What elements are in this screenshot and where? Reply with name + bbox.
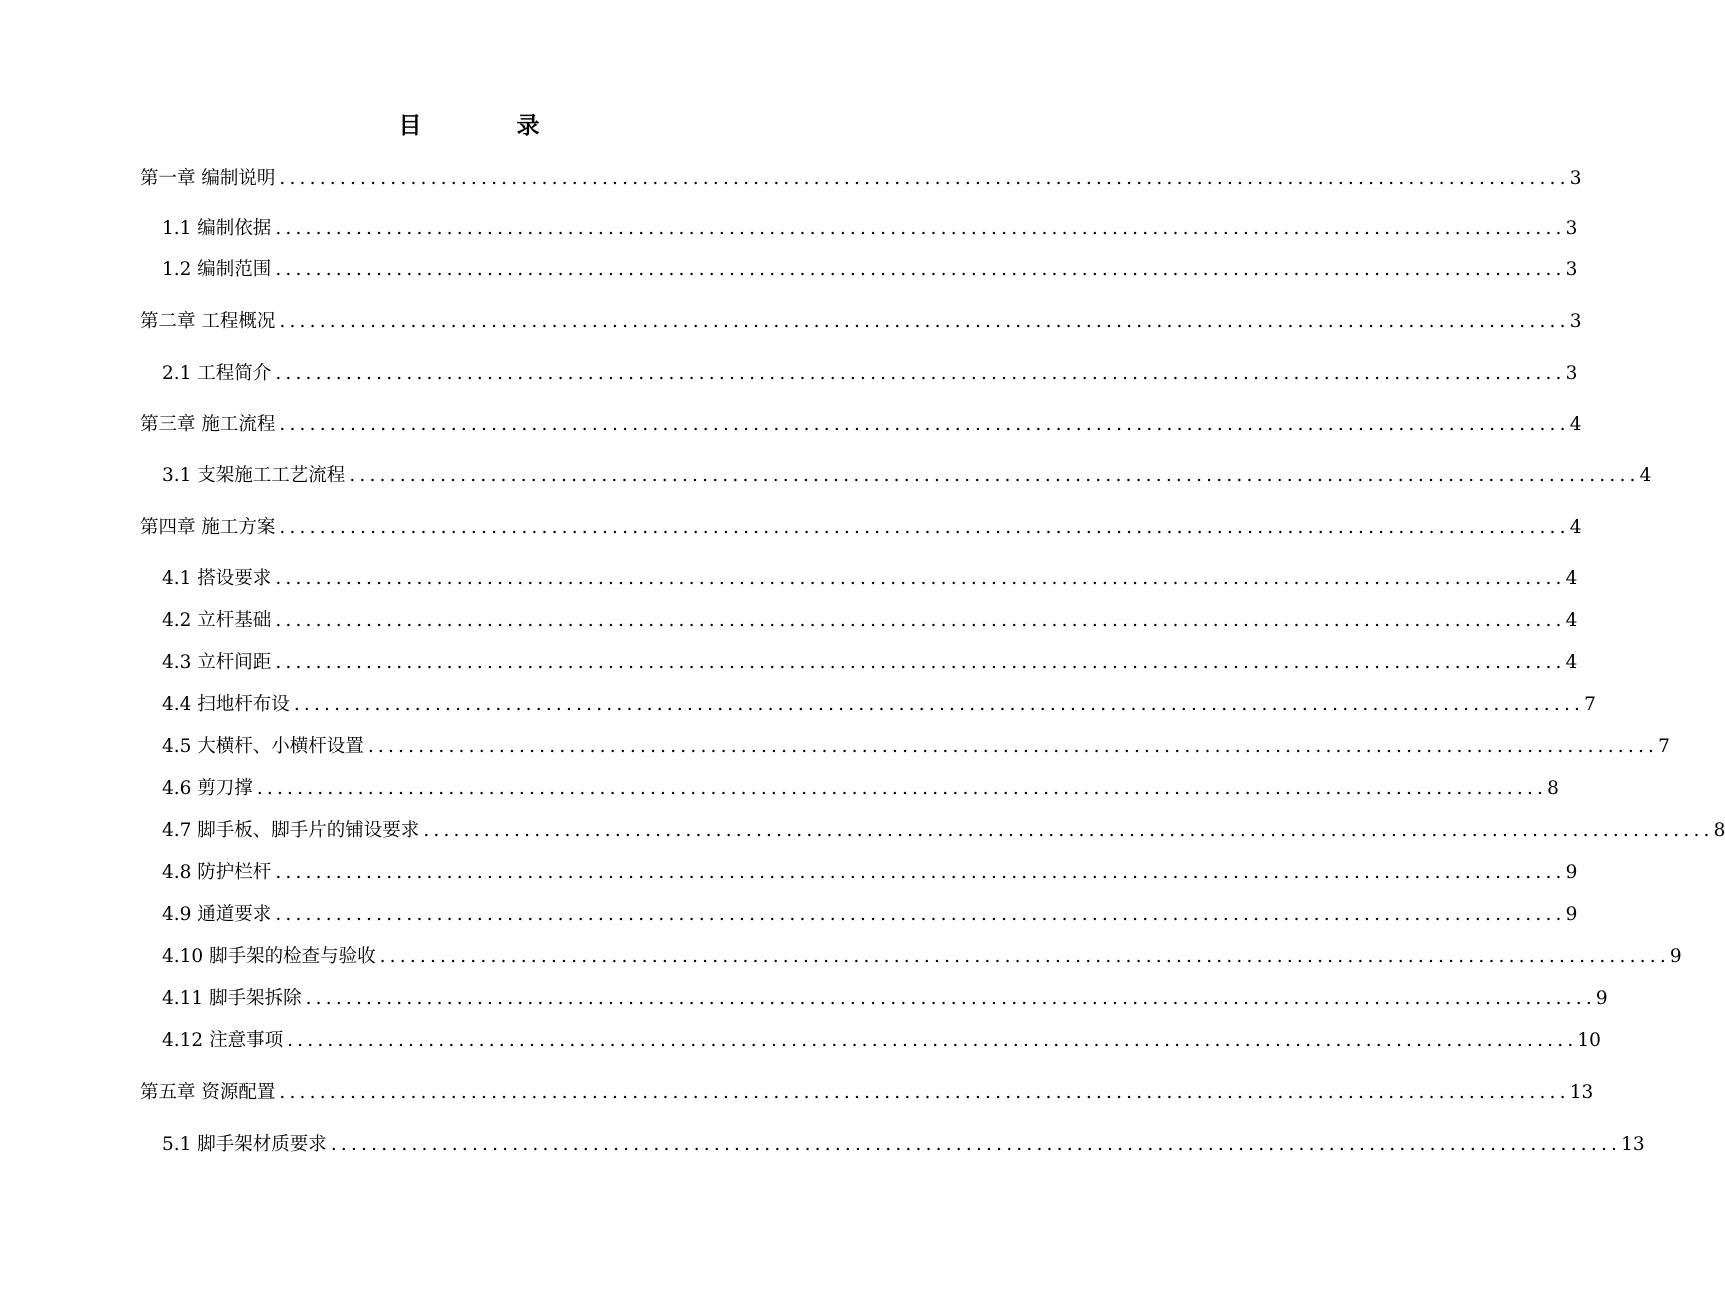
toc-entry-label: 第四章 施工方案 [140, 517, 276, 538]
toc-entry-page: 9 [1595, 988, 1608, 1009]
toc-entry-chapter-2[interactable] [140, 308, 1582, 336]
toc-entry-page: 4 [1569, 414, 1582, 435]
toc-entry-label: 4.9 通道要求 [162, 904, 272, 925]
dot-leader: ................................................................................................................................ [275, 218, 1566, 239]
toc-entry-label: 4.3 立杆间距 [162, 652, 272, 673]
toc-entry-page: 3 [1565, 363, 1578, 384]
toc-entry-section-2-1[interactable] [162, 360, 1578, 388]
toc-entry-chapter-3[interactable] [140, 411, 1582, 439]
dot-leader: ................................................................................................................................ [367, 736, 1659, 757]
dot-leader: ................................................................................................................................ [275, 904, 1566, 925]
toc-entry-page: 9 [1565, 862, 1578, 883]
dot-leader: ................................................................................................................................ [279, 517, 1570, 538]
toc-entry-label: 4.7 脚手板、脚手片的铺设要求 [162, 820, 420, 841]
toc-entry-page: 9 [1565, 904, 1578, 925]
toc-entry-label: 4.12 注意事项 [162, 1030, 284, 1051]
dot-leader: ................................................................................................................................ [330, 1134, 1622, 1155]
toc-entry-section-4-12[interactable] [162, 1027, 1601, 1055]
toc-entry-label: 2.1 工程简介 [162, 363, 272, 384]
toc-entry-label: 4.5 大横杆、小横杆设置 [162, 736, 364, 757]
dot-leader: ................................................................................................................................ [275, 652, 1566, 673]
toc-entry-label: 第一章 编制说明 [140, 168, 276, 189]
dot-leader: ................................................................................................................................ [279, 168, 1570, 189]
toc-entry-page: 8 [1713, 820, 1725, 841]
toc-entry-page: 13 [1621, 1134, 1645, 1155]
toc-entry-label: 4.8 防护栏杆 [162, 862, 272, 883]
dot-leader: ................................................................................................................................ [423, 820, 1714, 841]
toc-entry-label: 4.4 扫地杆布设 [162, 694, 290, 715]
toc-entry-page: 10 [1577, 1030, 1601, 1051]
toc-entry-label: 4.6 剪刀撑 [162, 778, 253, 799]
toc-entry-label: 4.1 搭设要求 [162, 568, 272, 589]
toc-entry-label: 第三章 施工流程 [140, 414, 276, 435]
dot-leader: ................................................................................................................................ [279, 414, 1570, 435]
dot-leader: ................................................................................................................................ [275, 259, 1566, 280]
toc-entry-chapter-1[interactable] [140, 165, 1582, 193]
toc-entry-page: 3 [1569, 168, 1582, 189]
dot-leader: ................................................................................................................................ [256, 778, 1548, 799]
toc-entry-section-4-7[interactable] [162, 817, 1725, 845]
toc-entry-section-4-1[interactable] [162, 565, 1578, 593]
toc-entry-section-1-1[interactable] [162, 215, 1578, 243]
toc-entry-label: 第五章 资源配置 [140, 1082, 276, 1103]
toc-entry-page: 4 [1569, 517, 1582, 538]
toc-entry-chapter-5[interactable] [140, 1079, 1594, 1107]
toc-entry-label: 4.11 脚手架拆除 [162, 988, 302, 1009]
toc-entry-section-4-6[interactable] [162, 775, 1559, 803]
toc-entry-section-4-4[interactable] [162, 691, 1596, 719]
toc-entry-label: 5.1 脚手架材质要求 [162, 1134, 327, 1155]
toc-entry-section-4-5[interactable] [162, 733, 1670, 761]
toc-entry-section-1-2[interactable] [162, 256, 1578, 284]
toc-entry-page: 3 [1565, 218, 1578, 239]
toc-entry-page: 7 [1658, 736, 1670, 757]
toc-entry-page: 7 [1584, 694, 1596, 715]
dot-leader: ................................................................................................................................ [275, 568, 1566, 589]
dot-leader: ................................................................................................................................ [275, 610, 1566, 631]
toc-entry-label: 第二章 工程概况 [140, 311, 276, 332]
dot-leader: ................................................................................................................................ [279, 311, 1570, 332]
toc-entry-page: 4 [1565, 610, 1578, 631]
toc-entry-section-4-10[interactable] [162, 943, 1682, 971]
toc-entry-page: 3 [1569, 311, 1582, 332]
toc-entry-label: 4.2 立杆基础 [162, 610, 272, 631]
dot-leader: ................................................................................................................................ [293, 694, 1585, 715]
dot-leader: ................................................................................................................................ [349, 465, 1640, 486]
toc-entry-page: 9 [1669, 946, 1682, 967]
dot-leader: ................................................................................................................................ [275, 363, 1566, 384]
dot-leader: ................................................................................................................................ [275, 862, 1566, 883]
toc-entry-page: 4 [1565, 568, 1578, 589]
toc-entry-page: 13 [1569, 1082, 1594, 1103]
toc-entry-section-3-1[interactable] [162, 462, 1652, 490]
dot-leader: ................................................................................................................................ [305, 988, 1596, 1009]
toc-entry-section-4-2[interactable] [162, 607, 1578, 635]
toc-entry-label: 1.2 编制范围 [162, 259, 272, 280]
dot-leader: ................................................................................................................................ [279, 1082, 1570, 1103]
toc-entry-section-4-3[interactable] [162, 649, 1578, 677]
toc-entry-page: 4 [1639, 465, 1652, 486]
dot-leader: ................................................................................................................................ [287, 1030, 1578, 1051]
toc-entry-section-4-11[interactable] [162, 985, 1608, 1013]
toc-entry-chapter-4[interactable] [140, 514, 1582, 542]
toc-entry-label: 1.1 编制依据 [162, 218, 272, 239]
dot-leader: ................................................................................................................................ [379, 946, 1670, 967]
toc-entry-section-5-1[interactable] [162, 1131, 1645, 1159]
toc-entry-label: 3.1 支架施工工艺流程 [162, 465, 346, 486]
toc-title: 目 录 [398, 113, 576, 139]
toc-entry-section-4-8[interactable] [162, 859, 1578, 887]
toc-entry-section-4-9[interactable] [162, 901, 1578, 929]
toc-entry-page: 3 [1565, 259, 1578, 280]
toc-entry-label: 4.10 脚手架的检查与验收 [162, 946, 376, 967]
toc-entry-page: 8 [1547, 778, 1559, 799]
toc-entry-page: 4 [1565, 652, 1578, 673]
